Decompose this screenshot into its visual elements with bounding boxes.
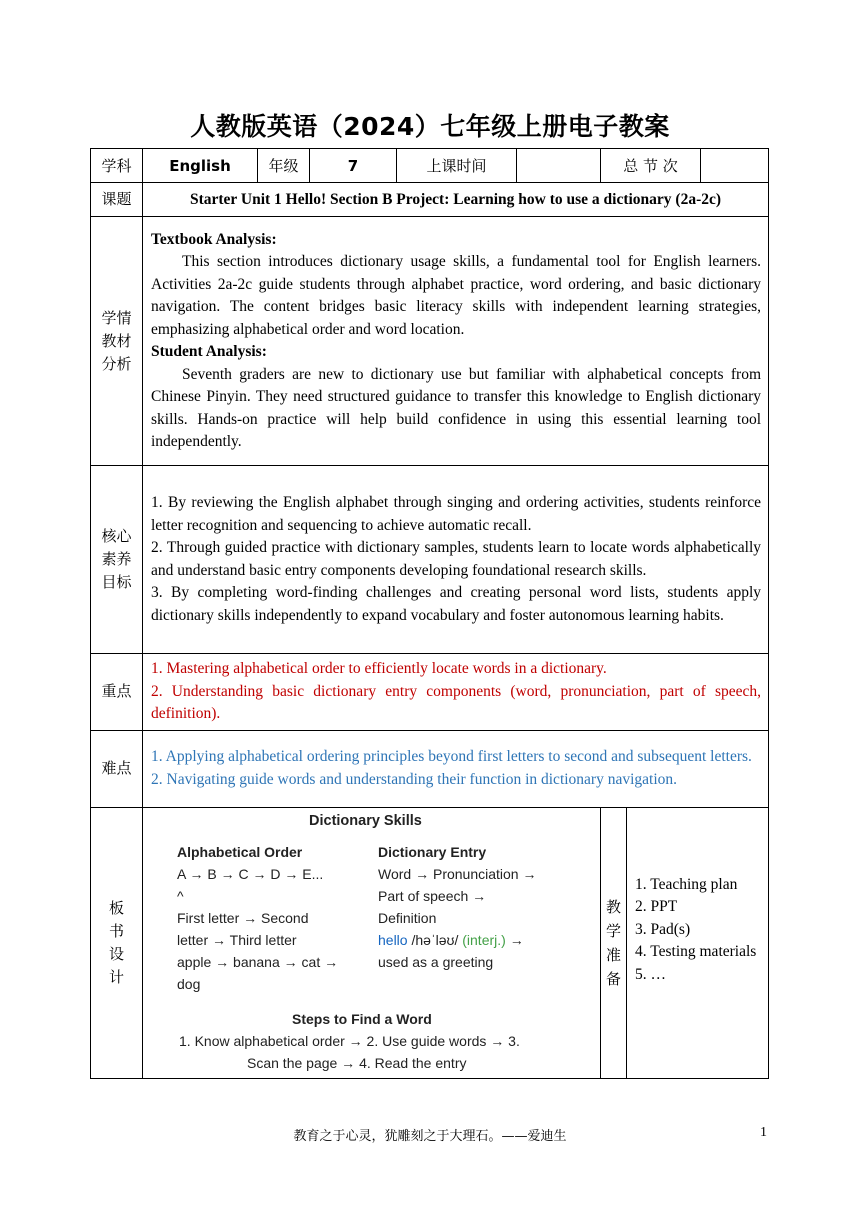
dictionary-entry-line: Word → Pronunciation → — [378, 865, 537, 882]
alpha-order-line: letter → Third letter — [177, 931, 297, 948]
grade-value: 7 — [310, 149, 397, 183]
sample-entry — [378, 932, 524, 948]
dictionary-entry-line: Part of speech → — [378, 887, 487, 904]
board-label-char: 书 — [108, 921, 124, 940]
analysis-content — [143, 217, 769, 466]
goals-row — [91, 466, 769, 654]
footer-quote: 教育之于心灵，犹雕刻之于大理石。——爱迪生 — [293, 1129, 567, 1144]
board-label-char: 板 — [108, 898, 124, 917]
goals-label-line: 目标 — [101, 573, 132, 591]
student-analysis-heading: Student Analysis: — [151, 343, 267, 360]
header-row — [91, 149, 769, 183]
prep-list — [627, 807, 769, 1078]
alpha-order-line: A → B → C → D → E... — [177, 865, 324, 882]
grade-label: 年级 — [258, 149, 310, 183]
analysis-label-line: 学情 — [101, 308, 132, 327]
key-points-content — [143, 654, 769, 731]
prep-label-char: 准 — [605, 945, 621, 964]
analysis-label-line: 教材 — [101, 331, 132, 350]
alpha-order-line: ^ — [177, 887, 184, 904]
entry-word: hello — [378, 931, 408, 948]
prep-label-char: 备 — [605, 969, 621, 988]
steps-heading: Steps to Find a Word — [292, 1010, 432, 1027]
dictionary-entry-heading: Dictionary Entry — [378, 843, 487, 860]
prep-label-char: 教 — [605, 897, 621, 916]
entry-phonetic: /həˈləʊ/ — [411, 931, 459, 948]
prep-item: 1. Teaching plan — [635, 875, 738, 893]
goals-label-line: 核心 — [101, 527, 132, 545]
total-sessions-label: 总 节 次 — [601, 149, 701, 183]
textbook-analysis-heading: Textbook Analysis: — [151, 230, 277, 248]
steps-line: 1. Know alphabetical order → 2. Use guide words → 3. — [179, 1032, 520, 1049]
alpha-order-line: dog — [177, 975, 201, 992]
page-title: 人教版英语（2024）七年级上册电子教案 — [190, 112, 670, 141]
board-label-char: 设 — [108, 944, 124, 963]
key-point-item: 1. Mastering alphabetical order to efficiently locate words in a dictionary. — [151, 660, 607, 677]
topic-value: Starter Unit 1 Hello! Section B Project: Learning how to use a dictionary (2a-2c) — [143, 183, 769, 217]
prep-item: 3. Pad(s) — [635, 920, 691, 938]
prep-item: 5. … — [635, 965, 666, 983]
entry-part-of-speech: (interj.) — [462, 931, 506, 948]
alpha-order-line: First letter → Second — [177, 909, 309, 926]
key-points-row — [91, 654, 769, 731]
difficulties-row — [91, 730, 769, 807]
subject-label: 学科 — [91, 149, 143, 183]
prep-item: 4. Testing materials — [635, 943, 757, 960]
goals-label — [91, 466, 143, 654]
goal-item: 3. By completing word-finding challenges and creating personal word lists, students apply dictionary skills independently to expand vocabulary and foster autonomous learning habits. — [151, 584, 762, 624]
analysis-label — [91, 217, 143, 466]
analysis-label-line: 分析 — [101, 354, 132, 373]
prep-label — [601, 807, 627, 1078]
difficulty-item: 2. Navigating guide words and understanding their function in dictionary navigation. — [151, 770, 678, 788]
dictionary-entry-line: Definition — [378, 909, 437, 926]
class-time-value[interactable] — [517, 149, 601, 183]
difficulties-label: 难点 — [91, 730, 143, 807]
lesson-plan-table — [90, 148, 769, 1079]
prep-label-char: 学 — [605, 921, 621, 940]
page-number: 1 — [760, 1125, 767, 1140]
key-points-label: 重点 — [91, 654, 143, 731]
goals-label-line: 素养 — [101, 550, 132, 568]
board-title: Dictionary Skills — [309, 812, 422, 829]
alpha-order-line: apple → banana → cat → — [177, 953, 339, 970]
goal-item: 2. Through guided practice with dictionary samples, students learn to locate words alphabetically and understand basic entry components developing foundational research skills. — [151, 539, 762, 579]
student-analysis-text: Seventh graders are new to dictionary use but familiar with alphabetical concepts from Chinese Pinyin. They need structured guidance to transfer this knowledge to English dictionary skills. Hands-on practice will help build confidence in using this essential learning tool independently. — [151, 365, 762, 450]
analysis-row — [91, 217, 769, 466]
class-time-label: 上课时间 — [397, 149, 517, 183]
entry-definition: used as a greeting — [378, 953, 494, 970]
textbook-analysis-text: This section introduces dictionary usage skills, a fundamental tool for English learners. Activities 2a-2c guide students through alphabet practice, word ordering, and basic dictionary navigation. The content bridges basic literacy skills with independent learning strategies, emphasizing alphabetical order and word location. — [151, 253, 762, 338]
prep-item: 2. PPT — [635, 898, 678, 915]
topic-label: 课题 — [91, 183, 143, 217]
goals-content — [143, 466, 769, 654]
board-design — [143, 807, 601, 1078]
total-sessions-value[interactable] — [701, 149, 769, 183]
steps-line: Scan the page → 4. Read the entry — [247, 1054, 467, 1071]
entry-arrow: → — [509, 931, 524, 948]
topic-row — [91, 183, 769, 217]
board-label-char: 计 — [108, 967, 124, 986]
board-label — [91, 807, 143, 1078]
board-row — [91, 807, 769, 1078]
difficulties-content — [143, 730, 769, 807]
goal-item: 1. By reviewing the English alphabet through singing and ordering activities, students reinforce letter recognition and sequencing to achieve automatic recall. — [151, 494, 762, 534]
subject-value: English — [143, 149, 258, 183]
difficulty-item: 1. Applying alphabetical ordering principles beyond first letters to second and subsequent letters. — [151, 748, 752, 765]
alpha-order-heading: Alphabetical Order — [177, 843, 303, 860]
key-point-item: 2. Understanding basic dictionary entry components (word, pronunciation, part of speech, definition). — [151, 682, 762, 722]
